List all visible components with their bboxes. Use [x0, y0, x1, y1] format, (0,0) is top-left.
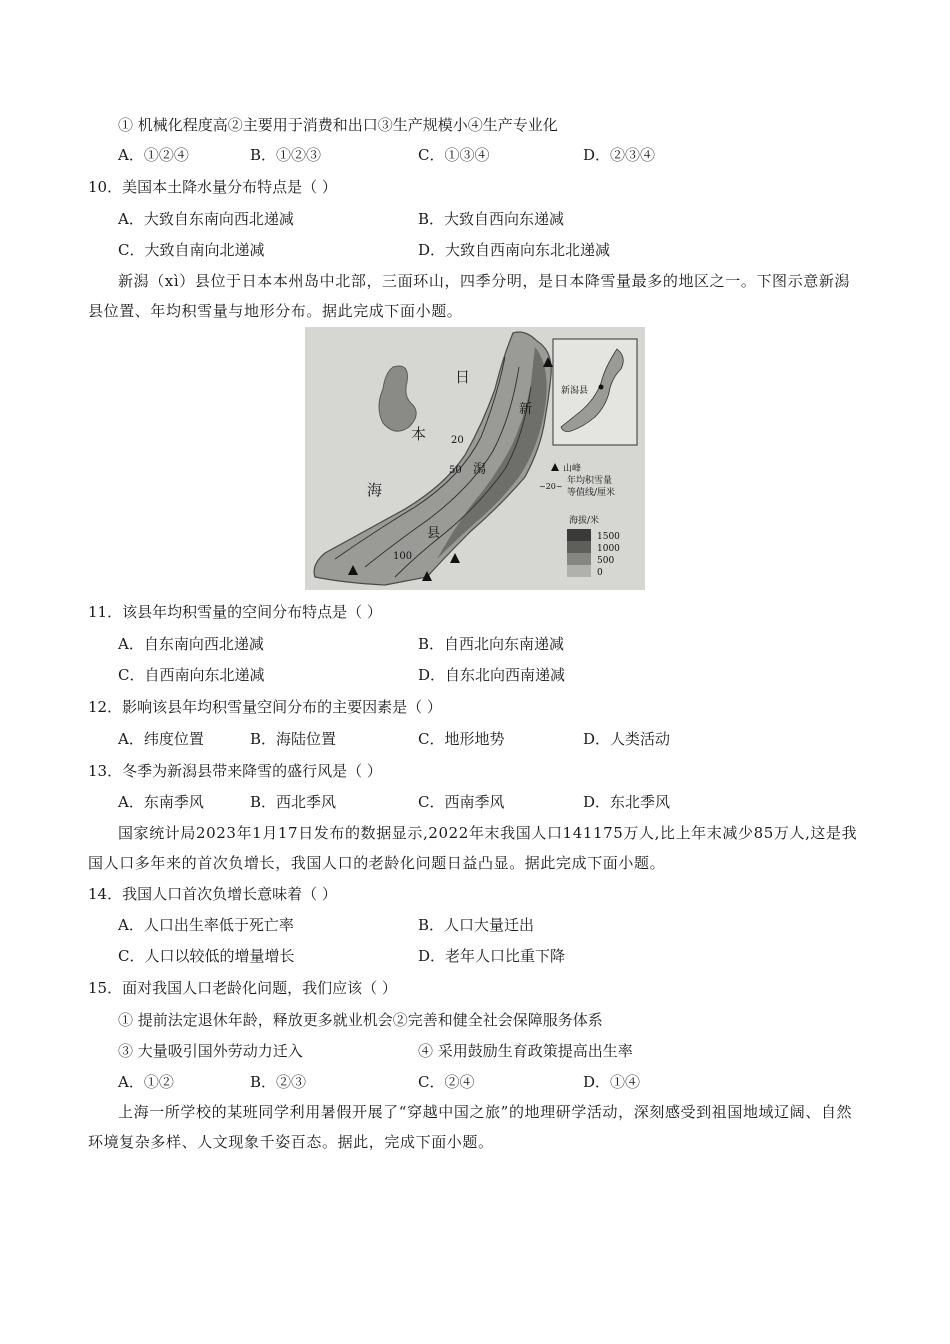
inset-location-dot — [599, 385, 604, 390]
q14-option-b: B．人口大量迁出 — [418, 916, 535, 934]
q11-option-c: C．自西南向东北递减 — [118, 666, 265, 684]
sea-label-ri: 日 — [455, 368, 471, 386]
legend-alt-500: 500 — [597, 556, 615, 566]
inset-label: 新潟县 — [561, 386, 589, 396]
passage-niigata: 新潟（xì）县位于日本本州岛中北部，三面环山，四季分明，是日本降雪量最多的地区之一。下图示意新潟县位置、年均积雪量与地形分布。据此完成下面小题。 — [88, 272, 851, 320]
county-label-xi: 潟 — [473, 462, 487, 477]
q10-stem: 10．美国本土降水量分布特点是（ ） — [88, 178, 337, 196]
legend-alt-1500: 1500 — [597, 532, 620, 542]
legend-snow-label-1: 年均积雪量 — [567, 476, 613, 486]
q15-statement-1-2: ① 提前法定退休年龄，释放更多就业机会②完善和健全社会保障服务体系 — [118, 1011, 603, 1029]
county-label-xin: 新 — [519, 402, 533, 417]
legend-swatch-0 — [567, 565, 591, 577]
q13-option-d: D．东北季风 — [583, 793, 671, 811]
q12-option-a: A．纬度位置 — [118, 730, 204, 748]
q13-option-a: A．东南季风 — [118, 793, 204, 811]
legend-snow-sample: ~20~ — [539, 482, 563, 491]
q10-option-d: D．大致自西南向东北北递减 — [418, 241, 611, 259]
q10-option-c: C．大致自南向北递减 — [118, 241, 265, 259]
legend-alt-1000: 1000 — [597, 544, 620, 554]
q15-option-c: C．②④ — [418, 1073, 475, 1091]
legend-swatch-1000 — [567, 541, 591, 553]
q15-option-b: B．②③ — [250, 1073, 307, 1091]
contour-label-100: 100 — [393, 551, 413, 562]
q12-option-c: C．地形地势 — [418, 730, 505, 748]
q15-statement-3: ③ 大量吸引国外劳动力迁入 — [118, 1042, 303, 1060]
q13-option-b: B．西北季风 — [250, 793, 337, 811]
q9-option-a: A．①②④ — [118, 146, 189, 164]
q15-option-d: D．①④ — [583, 1073, 641, 1091]
contour-label-50: 50 — [449, 465, 462, 476]
legend-altitude-title: 海拔/米 — [569, 516, 600, 526]
q9-option-b: B．①②③ — [250, 146, 322, 164]
legend-swatch-1500 — [567, 529, 591, 541]
q9-option-d: D．②③④ — [583, 146, 656, 164]
q14-option-a: A．人口出生率低于死亡率 — [118, 916, 294, 934]
county-label-xian: 县 — [427, 526, 441, 541]
passage-population: 国家统计局2023年1月17日发布的数据显示,2022年末我国人口141175万人,比上年末减少85万人,这是我国人口多年来的首次负增长，我国人口的老龄化问题日益凸显。据此完成下面小题。 — [88, 824, 858, 872]
q9-option-c: C．①③④ — [418, 146, 490, 164]
q12-option-b: B．海陆位置 — [250, 730, 337, 748]
legend-peak-label: 山峰 — [563, 464, 582, 474]
q9-statements: ① 机械化程度高②主要用于消费和出口③生产规模小④生产专业化 — [118, 116, 558, 134]
sea-label-ben: 本 — [411, 425, 427, 443]
q12-stem: 12．影响该县年均积雪量空间分布的主要因素是（ ） — [88, 698, 442, 716]
contour-label-20: 20 — [451, 435, 464, 446]
legend-alt-0: 0 — [597, 568, 603, 578]
q13-stem: 13．冬季为新潟县带来降雪的盛行风是（ ） — [88, 762, 382, 780]
q15-option-a: A．①② — [118, 1073, 174, 1091]
q14-option-d: D．老年人口比重下降 — [418, 947, 566, 965]
q10-option-a: A．大致自东南向西北递减 — [118, 210, 294, 228]
q10-option-b: B．大致自西向东递减 — [418, 210, 565, 228]
passage-study-trip: 上海一所学校的某班同学利用暑假开展了“穿越中国之旅”的地理研学活动，深刻感受到祖国地域辽阔、自然环境复杂多样、人文现象千姿百态。据此，完成下面小题。 — [88, 1103, 853, 1151]
q14-stem: 14．我国人口首次负增长意味着（ ） — [88, 885, 337, 903]
q11-option-b: B．自西北向东南递减 — [418, 635, 565, 653]
q11-option-a: A．自东南向西北递减 — [118, 635, 264, 653]
legend-snow-label-2: 等值线/厘米 — [567, 488, 616, 498]
q12-option-d: D．人类活动 — [583, 730, 671, 748]
q11-stem: 11．该县年均积雪量的空间分布特点是（ ） — [88, 603, 382, 621]
legend-swatch-500 — [567, 553, 591, 565]
q15-statement-4: ④ 采用鼓励生育政策提高出生率 — [418, 1042, 633, 1060]
q14-option-c: C．人口以较低的增量增长 — [118, 947, 295, 965]
niigata-map-figure — [305, 327, 645, 590]
q15-stem: 15．面对我国人口老龄化问题，我们应该（ ） — [88, 979, 397, 997]
sea-label-hai: 海 — [367, 481, 383, 499]
q13-option-c: C．西南季风 — [418, 793, 505, 811]
q11-option-d: D．自东北向西南递减 — [418, 666, 566, 684]
